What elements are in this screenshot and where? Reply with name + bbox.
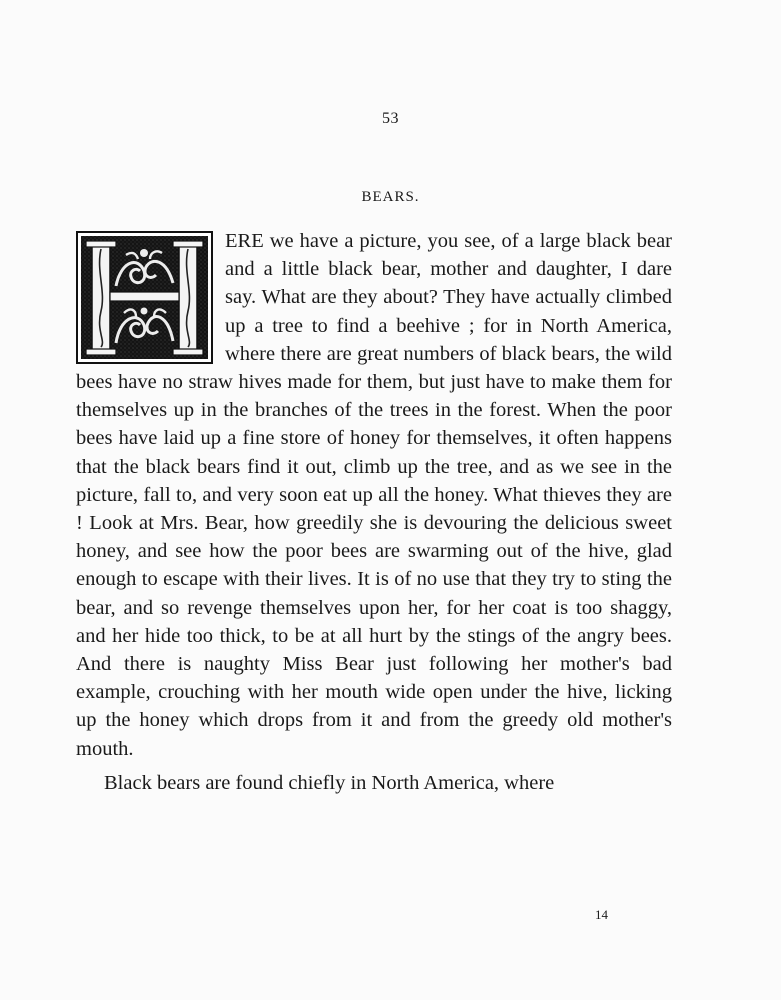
paragraph-1 xyxy=(76,227,672,763)
signature-mark: 14 xyxy=(595,907,608,922)
ornamental-drop-cap-h xyxy=(76,231,213,364)
paragraph-1-text: ERE we have a picture, you see, of a large black bear and a little black bear, mother and daughter, I dare say. What are they about? They have actually climbed up a tree to find a beehive ; for in North America, where there are great numbers of black bears, the wild bees have no straw hives made for them, but just have to make them for themselves up in the branches of the trees in the forest. When the poor bees have laid up a fine store of honey for themselves, it often happens that the black bears find it out, climb up the tree, and as we see in the picture, fall to, and very soon eat up all the honey. What thieves they are ! Look at Mrs. Bear, how greedily she is devouring the delicious sweet honey, and see how the poor bees are swarming out of the hive, glad enough to escape with their lives. It is of no use that they try to sting the bear, and so revenge themselves upon her, for her coat is too shaggy, and her hide too thick, to be at all hurt by the stings of the angry bees. And there is naughty Miss Bear just following her mother's bad example, crouching with her mouth wide open under the hive, licking up the honey which drops from it and from the greedy old mother's mouth. xyxy=(76,230,672,760)
article-body xyxy=(76,227,672,797)
paragraph-2: Black bears are found chiefly in North America, where xyxy=(104,771,555,794)
chapter-title: BEARS. xyxy=(361,189,420,205)
page-number: 53 xyxy=(382,110,399,127)
